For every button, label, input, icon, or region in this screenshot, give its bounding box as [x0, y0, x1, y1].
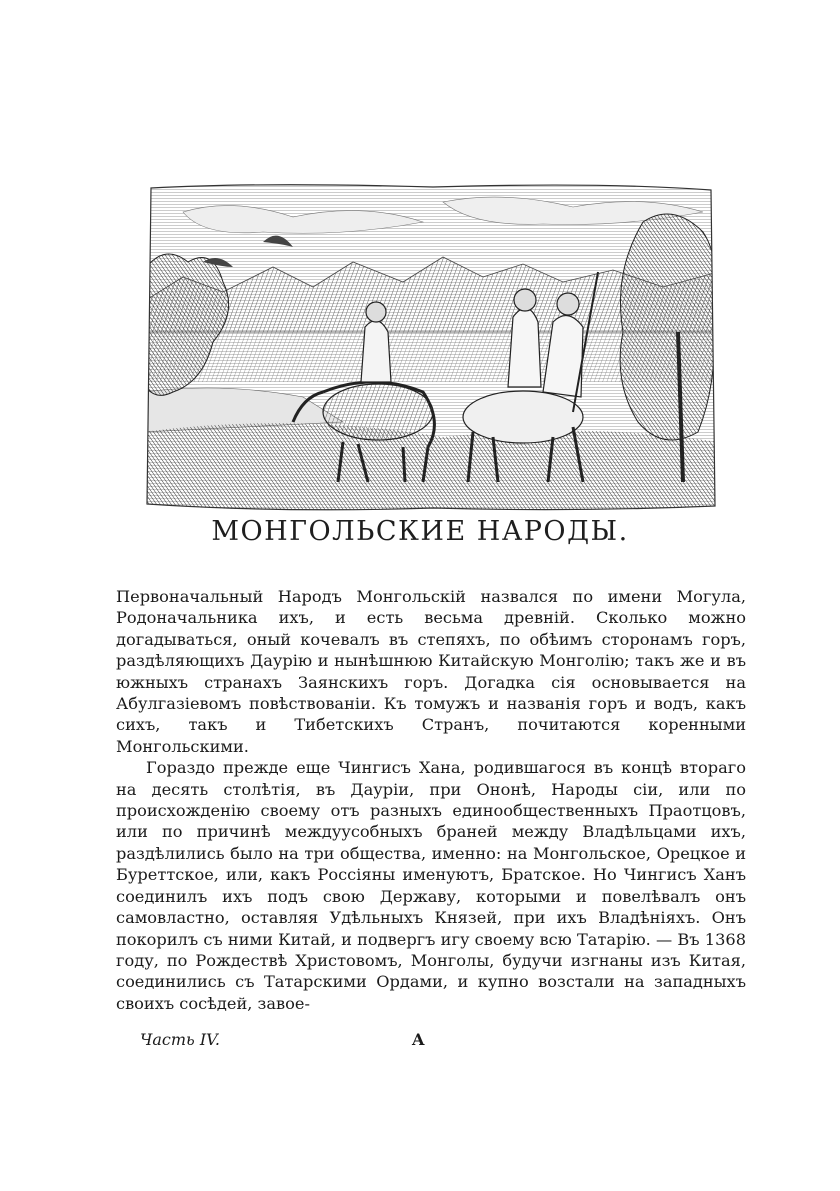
- paragraph: Первоначальный Народъ Монгольскій назвался по имени Могула, Родоначальника ихъ, и есть весьма древній. Сколько можно догадываться, оный кочевалъ въ степяхъ, по обѣимъ сторонамъ горъ, раздѣляющихъ Даурію и нынѣшнюю Китайскую Монголію; такъ же и въ южныхъ странахъ Заянскихъ горъ. Догадка сія основывается на Абулгазіевомъ повѣствованіи. Къ томужъ и названія горъ и водъ, какъ сихъ, такъ и Тибетскихъ Странъ, почитаются коренными Монгольскими.: [116, 587, 746, 756]
- engraving-illustration: [143, 182, 718, 514]
- page-title: МОНГОЛЬСКИЕ НАРОДЫ.: [211, 516, 629, 547]
- signature-mark: A: [412, 1030, 425, 1049]
- engraving-scene: [143, 182, 718, 514]
- volume-signature: Часть IV.: [140, 1030, 220, 1049]
- paragraph: Гораздо прежде еще Чингисъ Хана, родившагося въ концѣ втораго на десять столѣтія, въ Дауріи, при Ононѣ, Народы сіи, или по происхожденію своему отъ разныхъ единообщественныхъ Праотцовъ, или по причинѣ междуусобныхъ браней между Владѣльцами ихъ, раздѣлились было на три общества, именно: на Монгольское, Орецкое и Буреттское, или, какъ Россіяны именуютъ, Братское. Но Чингисъ Ханъ соединилъ ихъ подъ свою Державу, которыми и повелѣвалъ онъ самовластно, оставляя Удѣльныхъ Князей, при ихъ Владѣніяхъ. Онъ покорилъ съ ними Китай, и подвергъ игу своему всю Татарію. — Въ 1368 году, по Рождествѣ Христовомъ, Монголы, будучи изгнаны изъ Китая, соединились съ Татарскими Ордами, и купно возстали на западныхъ своихъ сосѣдей, завое-: [116, 758, 746, 1013]
- body-text: [116, 586, 746, 1014]
- page-footer: [120, 1030, 680, 1052]
